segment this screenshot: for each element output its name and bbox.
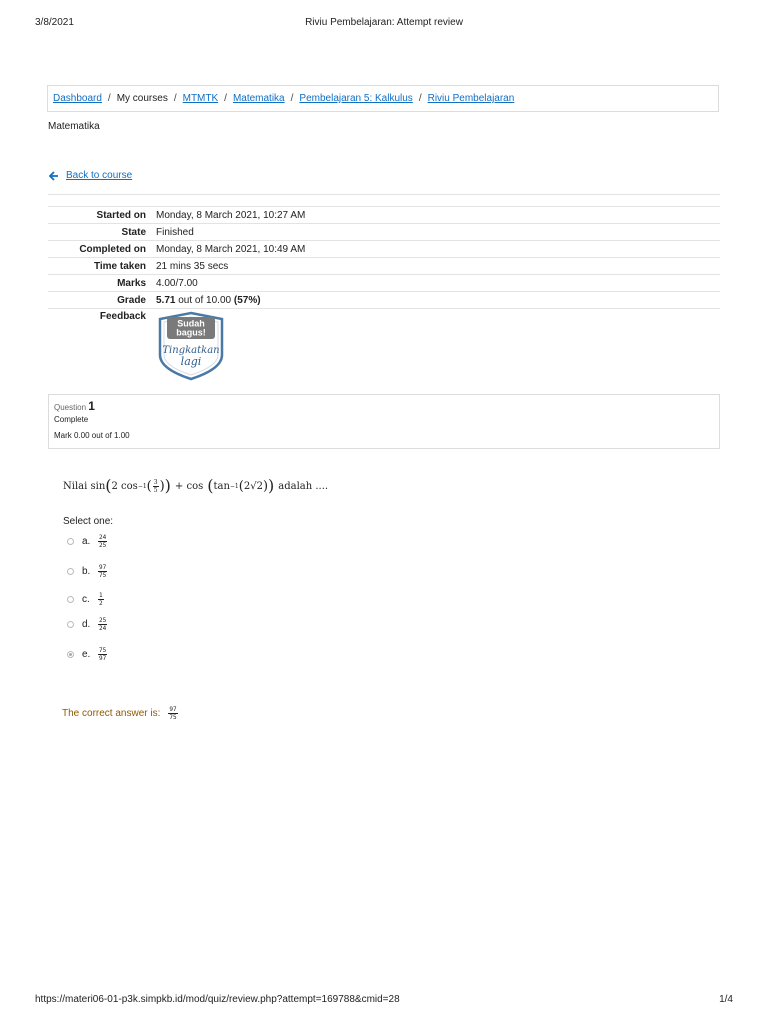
- summary-row-started: [48, 207, 720, 224]
- option-b-letter: b.: [82, 566, 91, 577]
- course-title: Matematika: [48, 121, 100, 132]
- feedback-value: [151, 309, 720, 392]
- correct-answer: [62, 706, 178, 721]
- print-page-number: 1/4: [719, 994, 733, 1005]
- summary-row-grade: [48, 292, 720, 309]
- summary-row-marks: [48, 275, 720, 292]
- option-e-value: 75 97: [99, 647, 107, 662]
- breadcrumb-separator: /: [418, 93, 422, 104]
- grade-out-of: out of 10.00: [175, 294, 234, 306]
- back-to-course-link[interactable]: [49, 170, 132, 181]
- formula-fraction-den: 5: [153, 486, 158, 494]
- breadcrumb-riviu-pembelajaran[interactable]: Riviu Pembelajaran: [427, 93, 515, 104]
- option-c-letter: c.: [82, 594, 90, 605]
- option-b-radio[interactable]: [67, 568, 74, 575]
- option-a[interactable]: [67, 534, 107, 549]
- state-value: Finished: [151, 224, 720, 241]
- feedback-badge: [156, 311, 226, 381]
- summary-row-completed: [48, 241, 720, 258]
- formula-prefix: Nilai sin: [63, 480, 106, 492]
- started-label: Started on: [48, 207, 151, 224]
- option-d[interactable]: [67, 617, 107, 632]
- option-c-value: 1 2: [99, 592, 103, 607]
- grade-percent: (57%): [233, 294, 261, 306]
- breadcrumb-separator: /: [173, 93, 177, 104]
- correct-answer-label: The correct answer is:: [62, 708, 161, 719]
- badge-line-1: Sudah: [177, 318, 205, 329]
- formula-inverse: −1: [137, 482, 147, 490]
- grade-score: 5.71: [156, 294, 176, 306]
- time-taken-value: 21 mins 35 secs: [151, 258, 720, 275]
- divider: [48, 194, 720, 195]
- option-e-radio[interactable]: [67, 651, 74, 658]
- question-info-box: [48, 394, 720, 449]
- breadcrumb-pembelajaran-5[interactable]: Pembelajaran 5: Kalkulus: [299, 93, 413, 104]
- breadcrumb-separator: /: [107, 93, 111, 104]
- question-state: Complete: [54, 415, 89, 424]
- option-a-value: 24 25: [99, 534, 107, 549]
- select-one-label: Select one:: [63, 516, 114, 527]
- badge-line-3: Tingkatkan: [162, 345, 220, 356]
- completed-value: Monday, 8 March 2021, 10:49 AM: [151, 241, 720, 258]
- option-c-radio[interactable]: [67, 596, 74, 603]
- started-value: Monday, 8 March 2021, 10:27 AM: [151, 207, 720, 224]
- question-number: [54, 399, 719, 413]
- formula-suffix: adalah ....: [278, 480, 329, 492]
- badge-line-4: lagi: [180, 355, 202, 368]
- summary-row-feedback: [48, 309, 720, 392]
- option-c[interactable]: [67, 592, 104, 607]
- option-b[interactable]: [67, 564, 107, 579]
- completed-label: Completed on: [48, 241, 151, 258]
- arrow-left-icon: [49, 171, 59, 181]
- option-d-letter: d.: [82, 619, 91, 630]
- badge-line-2: bagus!: [176, 327, 206, 338]
- breadcrumb-my-courses: My courses: [116, 93, 168, 104]
- marks-label: Marks: [48, 275, 151, 292]
- print-url: https://materi06-01-p3k.simpkb.id/mod/quiz/review.php?attempt=169788&cmid=28: [35, 994, 400, 1005]
- breadcrumb-separator: /: [224, 93, 227, 104]
- formula-plus-cos: + cos: [174, 480, 204, 492]
- question-grade: Mark 0.00 out of 1.00: [54, 431, 130, 440]
- breadcrumb-mtmtk[interactable]: MTMTK: [182, 93, 219, 104]
- formula-inner: 2√2: [243, 480, 263, 492]
- option-d-value: 25 24: [99, 617, 107, 632]
- print-footer: [0, 994, 768, 1008]
- print-date: 3/8/2021: [35, 17, 74, 28]
- question-label: Question: [54, 403, 87, 412]
- formula-fraction-num: 3: [153, 478, 158, 486]
- question-formula: Nilai sin ( 2 cos −1 ( $\frac{3}{5}$ ) ) + cos ( tan −1 ( 2√2 ) ) adalah ....: [63, 476, 329, 495]
- breadcrumb-matematika[interactable]: Matematika: [232, 93, 285, 104]
- grade-value: [151, 292, 720, 309]
- formula-fraction: [153, 479, 159, 494]
- state-label: State: [48, 224, 151, 241]
- option-a-letter: a.: [82, 536, 91, 547]
- formula-two-cos: 2 cos: [111, 480, 138, 492]
- option-e-letter: e.: [82, 649, 91, 660]
- option-b-value: 97 75: [99, 564, 107, 579]
- option-d-radio[interactable]: [67, 621, 74, 628]
- breadcrumb-separator: /: [290, 93, 294, 104]
- correct-answer-value: 97 75: [169, 706, 177, 721]
- breadcrumb-dashboard[interactable]: Dashboard: [53, 93, 102, 104]
- option-e[interactable]: [67, 647, 107, 662]
- summary-row-time: [48, 258, 720, 275]
- formula-tan: tan: [213, 480, 230, 492]
- print-title: Riviu Pembelajaran: Attempt review: [305, 17, 463, 28]
- back-to-course-label[interactable]: Back to course: [66, 170, 133, 181]
- feedback-label: Feedback: [48, 309, 151, 392]
- option-a-radio[interactable]: [67, 538, 74, 545]
- grade-label: Grade: [48, 292, 151, 309]
- formula-inverse-2: −1: [229, 482, 239, 490]
- summary-row-state: [48, 224, 720, 241]
- print-header: [0, 17, 768, 31]
- question-number-value: 1: [88, 399, 95, 413]
- attempt-summary-table: [48, 206, 720, 391]
- time-taken-label: Time taken: [48, 258, 151, 275]
- marks-value: 4.00/7.00: [151, 275, 720, 292]
- breadcrumb: [47, 85, 719, 112]
